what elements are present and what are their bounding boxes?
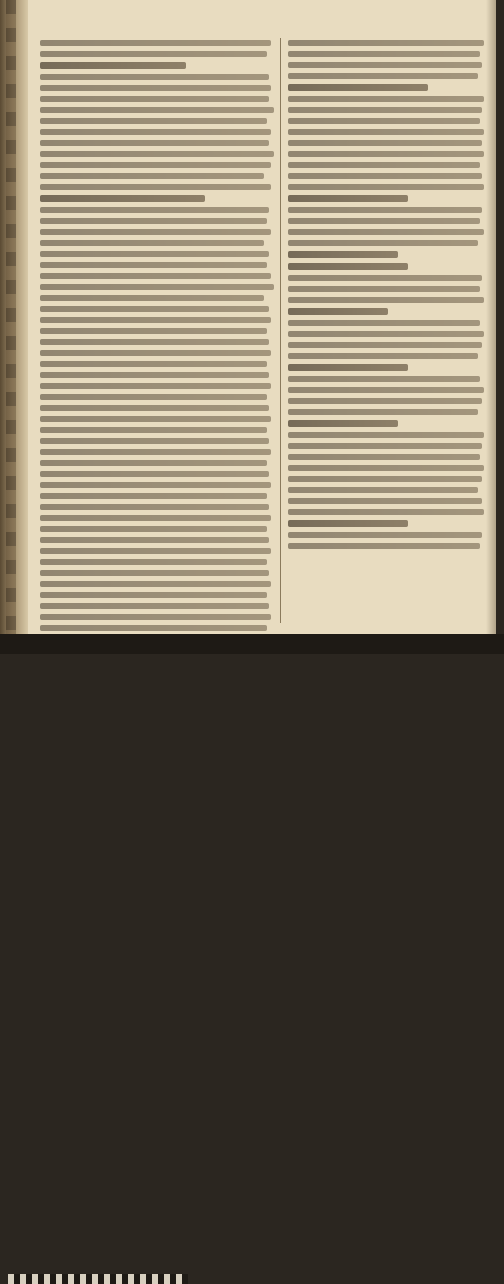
text-line [40, 526, 267, 532]
text-line [288, 331, 484, 337]
text-line [288, 129, 484, 135]
text-line [40, 51, 267, 57]
text-line [40, 295, 264, 301]
text-line [40, 151, 274, 157]
text-line [288, 420, 398, 427]
text-line [288, 308, 388, 315]
scan-bottom-bar [0, 634, 504, 654]
text-line [40, 592, 267, 598]
text-line [40, 62, 186, 69]
text-line [40, 339, 269, 345]
text-line [40, 570, 269, 576]
text-line [288, 240, 478, 246]
text-line [40, 207, 269, 213]
text-line [40, 107, 274, 113]
text-line [40, 240, 264, 246]
text-line [288, 297, 484, 303]
text-line [40, 96, 269, 102]
text-line [288, 387, 484, 393]
text-line [40, 416, 271, 422]
text-line [40, 273, 271, 279]
text-line [40, 218, 267, 224]
text-line [288, 454, 480, 460]
text-line [40, 350, 271, 356]
text-line [40, 162, 271, 168]
text-line [288, 118, 480, 124]
text-line [40, 537, 269, 543]
text-line [288, 320, 480, 326]
text-line [288, 543, 480, 549]
text-line [288, 398, 482, 404]
text-line [40, 614, 271, 620]
text-line [40, 449, 271, 455]
text-line [40, 581, 271, 587]
text-line [288, 207, 482, 213]
text-line [288, 251, 398, 258]
text-line [288, 342, 482, 348]
text-line [288, 487, 478, 493]
text-line [40, 306, 269, 312]
text-line [40, 471, 269, 477]
text-line [288, 376, 480, 382]
text-line [288, 353, 478, 359]
text-line [288, 96, 484, 102]
text-line [40, 625, 267, 631]
text-line [40, 184, 271, 190]
text-line [40, 405, 269, 411]
text-line [40, 548, 271, 554]
column-divider [280, 38, 281, 623]
text-line [288, 364, 408, 371]
text-line [40, 482, 271, 488]
text-line [288, 162, 480, 168]
text-line [40, 460, 267, 466]
text-line [40, 603, 269, 609]
text-line [288, 195, 408, 202]
binding-gutter [6, 0, 16, 634]
text-line [288, 509, 484, 515]
text-line [40, 427, 267, 433]
text-line [288, 184, 484, 190]
text-line [40, 173, 264, 179]
text-line [288, 140, 482, 146]
text-line [288, 263, 408, 270]
text-line [288, 532, 482, 538]
text-line [288, 73, 478, 79]
text-line [40, 118, 267, 124]
text-line [40, 559, 267, 565]
text-line [40, 140, 269, 146]
text-line [288, 62, 482, 68]
text-line [288, 40, 484, 46]
text-line [40, 372, 269, 378]
text-line [288, 107, 482, 113]
text-line [288, 275, 482, 281]
text-line [288, 84, 428, 91]
text-line [40, 493, 267, 499]
text-line [40, 284, 274, 290]
text-line [288, 218, 480, 224]
text-line [40, 361, 267, 367]
text-line [40, 504, 269, 510]
text-line [40, 251, 269, 257]
text-line [288, 151, 484, 157]
text-line [288, 173, 482, 179]
text-line [288, 465, 484, 471]
text-line [288, 51, 480, 57]
text-line [288, 443, 482, 449]
color-scale-ruler [8, 1274, 188, 1284]
text-line [40, 317, 271, 323]
text-line [288, 498, 482, 504]
text-line [40, 74, 269, 80]
text-line [40, 129, 271, 135]
text-line [40, 515, 271, 521]
text-line [288, 286, 480, 292]
text-line [40, 383, 271, 389]
document-page [0, 0, 496, 634]
left-column [40, 40, 276, 634]
text-line [40, 328, 267, 334]
text-line [40, 85, 271, 91]
text-line [40, 40, 271, 46]
text-line [288, 229, 484, 235]
text-line [40, 394, 267, 400]
right-column [288, 40, 488, 554]
text-line [288, 432, 484, 438]
text-line [40, 262, 267, 268]
text-line [288, 520, 408, 527]
text-line [40, 438, 269, 444]
text-line [40, 195, 205, 202]
text-line [288, 476, 482, 482]
text-line [288, 409, 478, 415]
text-line [40, 229, 271, 235]
